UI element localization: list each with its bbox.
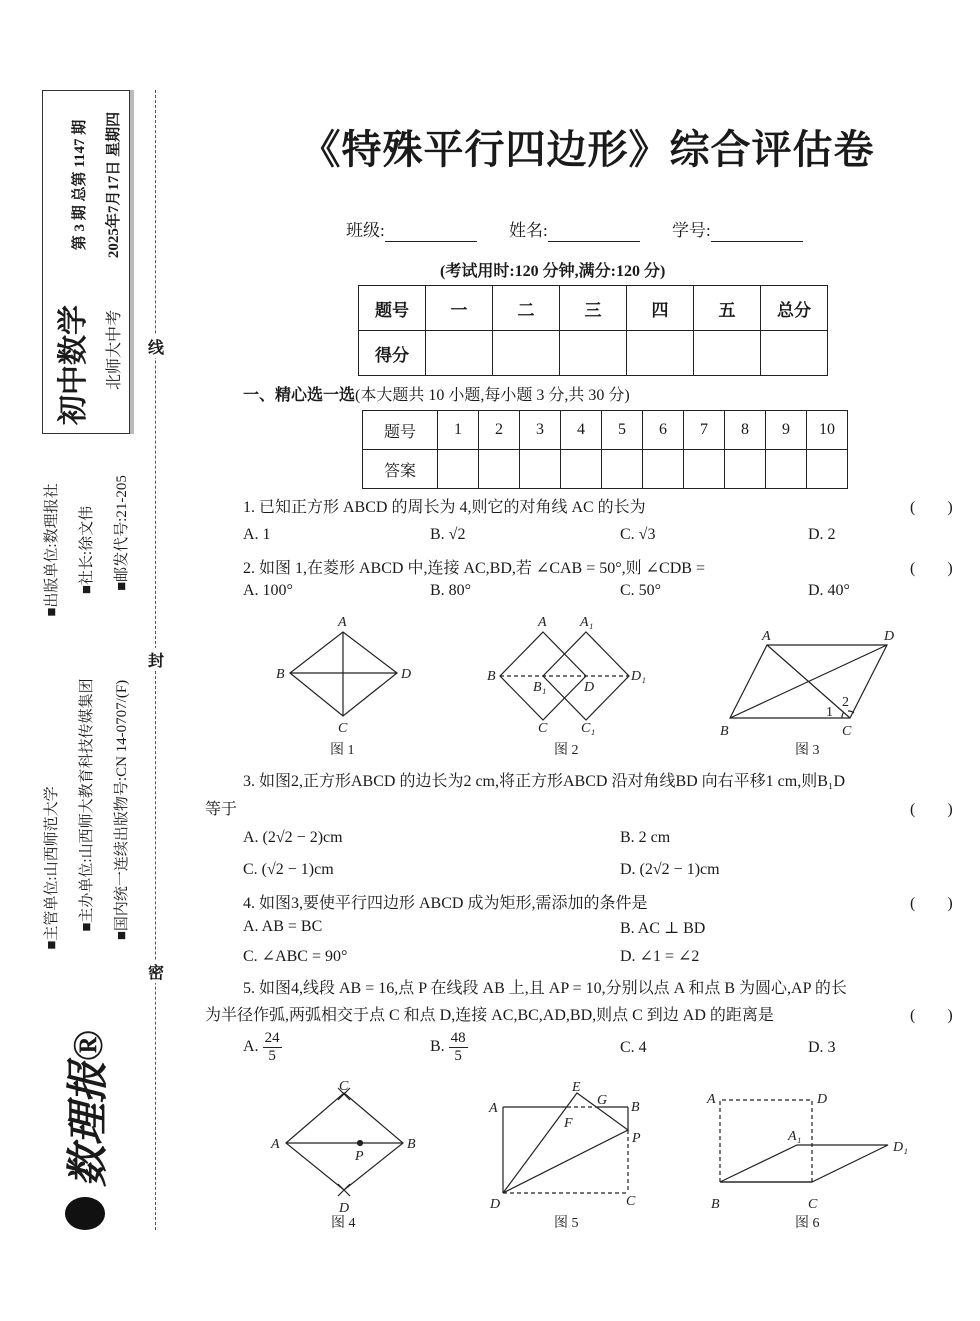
figure-label: F	[564, 1116, 573, 1131]
seal-mark-xian: 线	[146, 335, 166, 358]
figure-label: B	[631, 1100, 640, 1115]
option: A. AB = BC	[243, 918, 323, 935]
sponsor-info: ■主办单位:山西师大教育科技传媒集团	[78, 678, 95, 932]
fraction: $\frac{48}{5}$	[450, 1030, 466, 1064]
option: B. $\frac{48}{5}$	[430, 1030, 466, 1064]
figure-label: B₁	[533, 680, 547, 695]
figure-caption: 图 6	[795, 1216, 820, 1231]
figure-label: C	[338, 721, 348, 736]
question-4: 4. 如图3,要使平行四边形 ABCD 成为矩形,需添加的条件是	[243, 895, 648, 912]
figure-4	[270, 1079, 416, 1231]
option: D. (2√2 − 1)cm	[620, 861, 720, 878]
option: A. $\frac{24}{5}$	[243, 1030, 280, 1064]
option: C. (√2 − 1)cm	[243, 861, 334, 878]
publisher-logo: 数理报®	[60, 1030, 110, 1230]
figure-3	[720, 629, 894, 758]
option: B. √2	[430, 526, 466, 543]
option: B. AC ⊥ BD	[620, 920, 706, 937]
figure-caption: 图 5	[554, 1216, 579, 1231]
question-2: 2. 如图 1,在菱形 ABCD 中,连接 AC,BD,若 ∠CAB = 50°,则 ∠CDB =	[243, 560, 705, 577]
section-heading: 一、精心选一选(本大题共 10 小题,每小题 3 分,共 30 分)	[243, 387, 630, 404]
answer-header-label: 题号	[363, 411, 438, 450]
figure-caption: 图 1	[330, 743, 355, 758]
option: D. 40°	[808, 582, 850, 599]
figure-label: D	[490, 1197, 501, 1212]
figure-5	[488, 1080, 641, 1231]
option: D. ∠1 = ∠2	[620, 948, 700, 965]
figure-2	[487, 615, 646, 758]
figure-label: P	[355, 1149, 364, 1164]
figure-label: D	[817, 1092, 828, 1107]
figure-label: A	[338, 615, 347, 630]
question-5: 5. 如图4,线段 AB = 16,点 P 在线段 AB 上,且 AP = 10,分别以点 A 和点 B 为圆心,AP 的长	[243, 980, 847, 997]
answer-paren: ( )	[910, 499, 953, 516]
answer-number: 7	[684, 411, 725, 450]
president-info: ■社长:徐文伟	[78, 505, 95, 595]
figure-label: G	[597, 1093, 608, 1108]
answer-number: 6	[643, 411, 684, 450]
issue-date: 2025年7月17日 星期四	[105, 111, 122, 259]
figure-caption: 图 2	[554, 743, 579, 758]
score-row-label: 得分	[359, 331, 426, 376]
score-header: 五	[694, 286, 761, 331]
score-header: 题号	[359, 286, 426, 331]
issue-number: 第 3 期 总第 1147 期	[71, 119, 88, 251]
student-info-fields: 班级: 姓名: 学号:	[346, 216, 803, 242]
answer-number: 4	[561, 411, 602, 450]
figure-1	[276, 615, 411, 758]
option: C. √3	[620, 526, 656, 543]
option: A. 1	[243, 526, 271, 543]
page-title: 《特殊平行四边形》综合评估卷	[300, 127, 875, 173]
option: C. ∠ABC = 90°	[243, 948, 348, 965]
answer-number: 9	[766, 411, 807, 450]
figure-label: E	[572, 1080, 581, 1095]
figure-label: C	[808, 1197, 818, 1212]
figure-label: D	[884, 629, 895, 644]
question-5-cont: 为半径作弧,两弧相交于点 C 和点 D,连接 AC,BC,AD,BD,则点 C 到边 AD 的距离是	[205, 1007, 774, 1024]
answer-number: 8	[725, 411, 766, 450]
answer-paren: ( )	[910, 560, 953, 577]
score-header: 总分	[761, 286, 828, 331]
figure-label: B	[711, 1197, 720, 1212]
option: B. 80°	[430, 582, 472, 599]
figure-label: A	[489, 1101, 498, 1116]
figure-label: C	[339, 1079, 349, 1094]
figure-label: C	[538, 721, 548, 736]
supervisor-info: ■主管单位:山西师范大学	[43, 786, 60, 950]
option: A. (2√2 − 2)cm	[243, 829, 343, 846]
score-header: 二	[493, 286, 560, 331]
figure-label: C	[626, 1194, 636, 1209]
figure-label: D	[401, 667, 412, 682]
score-header: 四	[627, 286, 694, 331]
figure-label: A	[707, 1092, 716, 1107]
seal-mark-feng: 封	[146, 648, 166, 671]
figure-label: A₁	[788, 1129, 802, 1144]
figure-label: C₁	[581, 721, 596, 736]
figure-label: A	[538, 615, 547, 630]
figure-label: B	[487, 669, 496, 684]
question-3: 3. 如图2,正方形ABCD 的边长为2 cm,将正方形ABCD 沿对角线BD 向右平移1 cm,则B₁D	[243, 773, 846, 790]
option: B. 2 cm	[620, 829, 671, 846]
score-header: 一	[426, 286, 493, 331]
cn-number-info: ■国内统一连续出版物号:CN 14-0707/(F)	[113, 679, 130, 941]
answer-paren: ( )	[910, 1007, 953, 1024]
figure-label: A₁	[580, 615, 594, 630]
answer-number: 10	[807, 411, 848, 450]
figure-label: 2	[842, 695, 849, 710]
publisher-info: ■出版单位:数理报社	[43, 483, 60, 617]
figure-label: D	[339, 1201, 350, 1216]
figure-label: D₁	[893, 1140, 908, 1155]
figure-label: B	[407, 1137, 416, 1152]
figure-6	[706, 1092, 908, 1231]
option: A. 100°	[243, 582, 293, 599]
postal-code-info: ■邮发代号:21-205	[113, 475, 130, 591]
answer-number: 1	[438, 411, 479, 450]
figure-label: C	[842, 724, 852, 739]
score-header: 三	[560, 286, 627, 331]
answer-paren: ( )	[910, 801, 953, 818]
figure-label: D₁	[631, 669, 646, 684]
fraction: $\frac{24}{5}$	[264, 1030, 280, 1064]
option: C. 50°	[620, 582, 662, 599]
answer-number: 3	[520, 411, 561, 450]
figure-caption: 图 3	[795, 743, 820, 758]
question-1: 1. 已知正方形 ABCD 的周长为 4,则它的对角线 AC 的长为	[243, 499, 646, 516]
option: C. 4	[620, 1039, 647, 1056]
seal-mark-mi: 密	[146, 960, 166, 983]
figure-label: P	[632, 1131, 641, 1146]
answer-row-label: 答案	[363, 450, 438, 489]
question-3-cont: 等于	[205, 801, 238, 818]
figure-label: B	[276, 667, 285, 682]
paper-name: 初中数学	[56, 305, 91, 425]
answer-number: 5	[602, 411, 643, 450]
figure-label: 1	[826, 705, 833, 720]
figure-caption: 图 4	[331, 1216, 356, 1231]
answer-number: 2	[479, 411, 520, 450]
edition: 北师大中考	[105, 310, 123, 391]
figure-label: A	[271, 1137, 280, 1152]
option: D. 2	[808, 526, 836, 543]
answer-paren: ( )	[910, 895, 953, 912]
figure-label: D	[584, 680, 595, 695]
figure-label: B	[720, 724, 729, 739]
figure-label: A	[762, 629, 771, 644]
option: D. 3	[808, 1039, 836, 1056]
exam-info: (考试用时:120 分钟,满分:120 分)	[440, 263, 666, 280]
